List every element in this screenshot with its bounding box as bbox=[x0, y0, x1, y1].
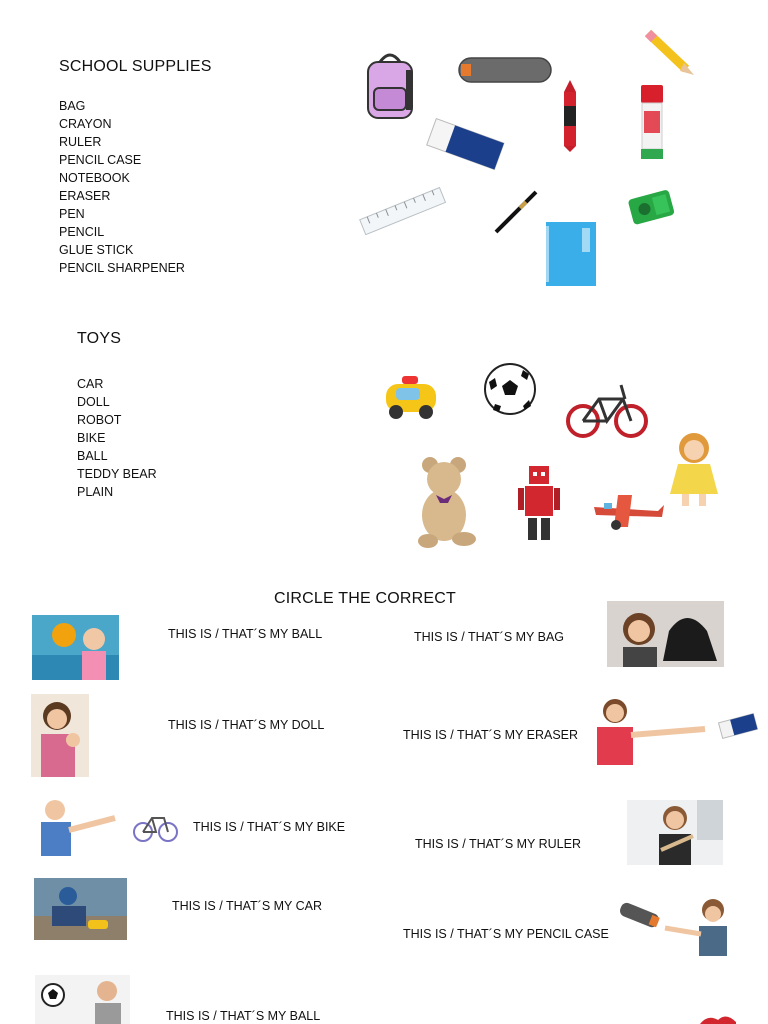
list-item: PEN bbox=[59, 207, 85, 221]
toy-car-image bbox=[380, 368, 442, 423]
school-supplies-title: SCHOOL SUPPLIES bbox=[59, 58, 212, 75]
toys-list bbox=[77, 375, 157, 501]
woman-with-ruler-photo bbox=[627, 800, 723, 865]
partial-image bbox=[696, 1010, 746, 1024]
pen-image bbox=[490, 188, 540, 236]
robot-image bbox=[518, 462, 560, 544]
bicycle-image bbox=[132, 800, 178, 846]
list-item: PLAIN bbox=[77, 485, 114, 499]
ruler-image bbox=[358, 185, 448, 240]
list-item: CAR bbox=[77, 377, 104, 391]
sentence-doll: THIS IS / THAT´S MY DOLL bbox=[168, 718, 325, 732]
sentence-bike: THIS IS / THAT´S MY BIKE bbox=[193, 820, 346, 834]
eraser-image bbox=[425, 118, 505, 173]
backpack-image bbox=[360, 48, 420, 123]
list-item: ROBOT bbox=[77, 413, 122, 427]
sentence-car: THIS IS / THAT´S MY CAR bbox=[172, 899, 323, 913]
list-item: GLUE STICK bbox=[59, 243, 134, 257]
girl-with-doll-photo bbox=[31, 694, 89, 777]
toys-title: TOYS bbox=[77, 330, 122, 347]
woman-pointing-photo bbox=[593, 695, 713, 765]
sentence-ball-2: THIS IS / THAT´S MY BALL bbox=[166, 1009, 321, 1023]
list-item: TEDDY BEAR bbox=[77, 467, 157, 481]
crayon-image bbox=[558, 78, 582, 153]
list-item: PENCIL SHARPENER bbox=[59, 261, 185, 275]
boy-with-pencil-case-photo bbox=[617, 892, 732, 960]
list-item: CRAYON bbox=[59, 117, 112, 131]
list-item: RULER bbox=[59, 135, 102, 149]
notebook-image bbox=[542, 218, 598, 288]
pencil-case-image bbox=[455, 52, 555, 88]
doll-image bbox=[664, 430, 724, 510]
soccer-ball-image bbox=[483, 362, 537, 416]
pencil-image bbox=[640, 25, 700, 80]
boy-with-car-photo bbox=[34, 878, 127, 940]
sentence-eraser: THIS IS / THAT´S MY ERASER bbox=[403, 728, 579, 742]
pencil-sharpener-image bbox=[624, 182, 680, 230]
sentence-pencil-case: THIS IS / THAT´S MY PENCIL CASE bbox=[403, 927, 609, 941]
list-item: ERASER bbox=[59, 189, 111, 203]
list-item: PENCIL bbox=[59, 225, 105, 239]
list-item: PENCIL CASE bbox=[59, 153, 142, 167]
school-supplies-list bbox=[59, 97, 185, 277]
list-item: NOTEBOOK bbox=[59, 171, 130, 185]
boy-pointing-photo bbox=[35, 796, 123, 856]
woman-with-bag-photo bbox=[607, 601, 724, 667]
list-item: DOLL bbox=[77, 395, 110, 409]
list-item: BIKE bbox=[77, 431, 106, 445]
list-item: BAG bbox=[59, 99, 86, 113]
bike-image bbox=[565, 375, 649, 441]
teddy-bear-image bbox=[408, 455, 483, 550]
sentence-ruler: THIS IS / THAT´S MY RULER bbox=[415, 837, 581, 851]
sentence-ball: THIS IS / THAT´S MY BALL bbox=[168, 627, 323, 641]
sentence-bag: THIS IS / THAT´S MY BAG bbox=[414, 630, 565, 644]
glue-stick-image bbox=[637, 83, 667, 161]
list-item: BALL bbox=[77, 449, 108, 463]
woman-with-ball-photo bbox=[35, 975, 130, 1024]
toy-plane-image bbox=[588, 485, 668, 535]
small-eraser-image bbox=[718, 710, 758, 742]
child-with-ball-photo bbox=[32, 615, 119, 680]
exercise-title: CIRCLE THE CORRECT bbox=[274, 590, 456, 607]
